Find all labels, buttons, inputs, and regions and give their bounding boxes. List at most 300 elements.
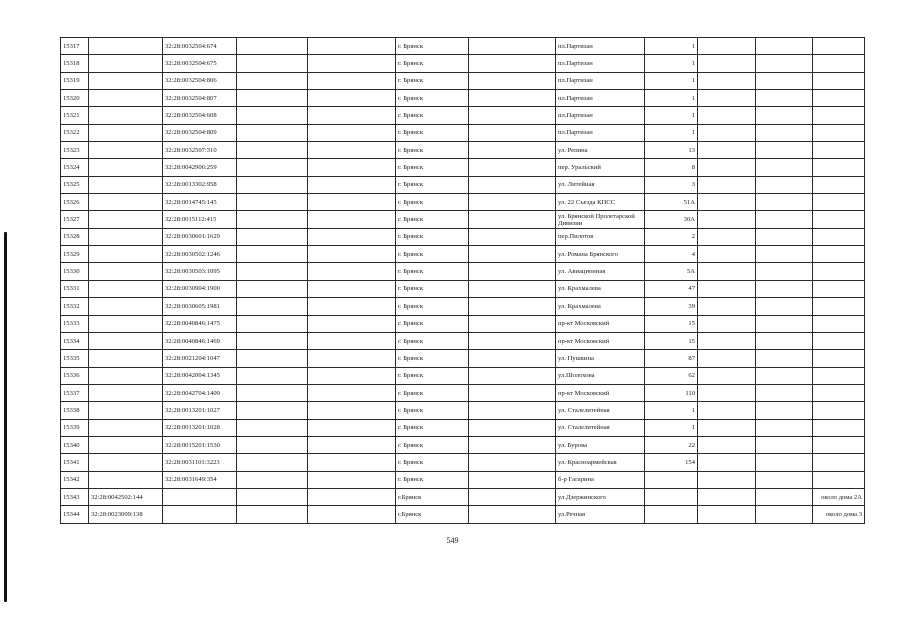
cell-house-number: 3 [645, 176, 698, 193]
cell-house-number: 1 [645, 38, 698, 55]
cell-note [813, 280, 865, 297]
cell-empty [308, 228, 396, 245]
cell-city: г. Брянск [396, 332, 469, 349]
cell-empty [756, 38, 813, 55]
cell-empty [756, 194, 813, 211]
cell-empty [469, 176, 556, 193]
cell-cadastral-number: 32:28:0040846:1475 [163, 315, 237, 332]
cell-city: г. Брянск [396, 38, 469, 55]
cell-empty [237, 38, 308, 55]
cell-old-cadastral-number [89, 55, 163, 72]
cell-record-number: 15343 [61, 488, 89, 505]
cell-empty [308, 124, 396, 141]
cell-cadastral-number: 32:28:0030503:1095 [163, 263, 237, 280]
cell-note [813, 298, 865, 315]
cell-street: пр-кт Московский [556, 384, 645, 401]
cell-record-number: 15341 [61, 454, 89, 471]
scan-binding-edge [4, 232, 7, 602]
cell-empty [308, 488, 396, 505]
cell-empty [237, 159, 308, 176]
cell-house-number: 1 [645, 107, 698, 124]
table-row [61, 332, 865, 349]
cell-old-cadastral-number [89, 332, 163, 349]
cell-empty [308, 332, 396, 349]
cell-note [813, 107, 865, 124]
cell-house-number: 22 [645, 436, 698, 453]
cell-note [813, 38, 865, 55]
cell-empty [469, 419, 556, 436]
cell-street: пл.Партизан [556, 55, 645, 72]
cell-city: г. Брянск [396, 350, 469, 367]
cell-empty [698, 367, 756, 384]
cell-empty [237, 488, 308, 505]
cell-empty [756, 159, 813, 176]
cell-empty [469, 384, 556, 401]
cell-empty [308, 350, 396, 367]
cell-record-number: 15324 [61, 159, 89, 176]
cell-empty [756, 471, 813, 488]
cell-house-number: 8 [645, 159, 698, 176]
table-row [61, 194, 865, 211]
cell-city: г. Брянск [396, 436, 469, 453]
cell-empty [308, 471, 396, 488]
cell-empty [469, 263, 556, 280]
cell-record-number: 15335 [61, 350, 89, 367]
table-row [61, 298, 865, 315]
cell-record-number: 15325 [61, 176, 89, 193]
table-row [61, 38, 865, 55]
cell-empty [698, 402, 756, 419]
cell-note [813, 436, 865, 453]
cell-empty [308, 454, 396, 471]
table-row [61, 176, 865, 193]
cell-empty [308, 246, 396, 263]
table-row [61, 402, 865, 419]
cell-record-number: 15340 [61, 436, 89, 453]
cell-city: г. Брянск [396, 298, 469, 315]
cell-city: г. Брянск [396, 246, 469, 263]
cell-street: ул. Крахмалева [556, 280, 645, 297]
cell-empty [756, 142, 813, 159]
cell-empty [698, 488, 756, 505]
cell-empty [237, 332, 308, 349]
cell-empty [756, 350, 813, 367]
cell-empty [469, 246, 556, 263]
cell-city: г. Брянск [396, 107, 469, 124]
cell-street: ул. Сталелитейная [556, 402, 645, 419]
cell-empty [756, 332, 813, 349]
cell-house-number: 154 [645, 454, 698, 471]
cell-record-number: 15336 [61, 367, 89, 384]
cell-cadastral-number: 32:28:0013201:1028 [163, 419, 237, 436]
cell-empty [756, 384, 813, 401]
cell-city: г.Брянск [396, 506, 469, 523]
cell-empty [308, 506, 396, 523]
cell-cadastral-number: 32:28:0013302:958 [163, 176, 237, 193]
cell-empty [237, 402, 308, 419]
cell-old-cadastral-number [89, 72, 163, 89]
cell-empty [308, 159, 396, 176]
cell-cadastral-number: 32:28:0015112:415 [163, 211, 237, 228]
cell-empty [756, 402, 813, 419]
cell-cadastral-number: 32:28:0015201:1530 [163, 436, 237, 453]
cell-empty [756, 367, 813, 384]
cell-old-cadastral-number [89, 402, 163, 419]
cell-empty [237, 506, 308, 523]
cell-street: ул. Брянской Пролетарской Дивизии [556, 211, 645, 228]
cell-record-number: 15328 [61, 228, 89, 245]
cell-record-number: 15332 [61, 298, 89, 315]
cell-empty [756, 55, 813, 72]
table-row [61, 367, 865, 384]
cell-note [813, 263, 865, 280]
cell-old-cadastral-number [89, 142, 163, 159]
cell-old-cadastral-number [89, 384, 163, 401]
cell-empty [237, 55, 308, 72]
cell-note [813, 315, 865, 332]
cell-city: г. Брянск [396, 90, 469, 107]
cell-empty [308, 280, 396, 297]
cell-old-cadastral-number [89, 419, 163, 436]
table-row [61, 72, 865, 89]
cell-empty [469, 228, 556, 245]
cell-cadastral-number: 32:28:0032504:809 [163, 124, 237, 141]
cell-old-cadastral-number [89, 298, 163, 315]
table-row [61, 280, 865, 297]
cell-old-cadastral-number: 32:28:0042502:144 [89, 488, 163, 505]
cell-street: ул. Романа Брянского [556, 246, 645, 263]
cell-empty [308, 436, 396, 453]
cell-empty [698, 384, 756, 401]
cell-house-number: 1 [645, 72, 698, 89]
cell-old-cadastral-number [89, 211, 163, 228]
cell-house-number: 13 [645, 142, 698, 159]
cell-empty [698, 72, 756, 89]
cell-empty [308, 72, 396, 89]
cell-empty [698, 194, 756, 211]
cell-empty [756, 176, 813, 193]
cell-empty [308, 384, 396, 401]
cell-record-number: 15323 [61, 142, 89, 159]
cell-empty [237, 454, 308, 471]
cell-street: ул. Авиационная [556, 263, 645, 280]
cell-empty [308, 55, 396, 72]
cell-house-number: 4 [645, 246, 698, 263]
cell-empty [237, 367, 308, 384]
cell-empty [469, 124, 556, 141]
cell-street: пер. Уральский [556, 159, 645, 176]
cell-cadastral-number: 32:28:0030601:1629 [163, 228, 237, 245]
cell-note [813, 384, 865, 401]
cell-house-number: 39 [645, 298, 698, 315]
cell-street: пл.Партизан [556, 124, 645, 141]
table-row [61, 107, 865, 124]
cell-city: г. Брянск [396, 55, 469, 72]
cell-empty [469, 280, 556, 297]
cell-empty [698, 506, 756, 523]
cell-empty [698, 332, 756, 349]
cell-old-cadastral-number [89, 246, 163, 263]
cell-cadastral-number: 32:28:0032504:608 [163, 107, 237, 124]
cell-record-number: 15339 [61, 419, 89, 436]
cell-old-cadastral-number [89, 38, 163, 55]
cell-empty [698, 211, 756, 228]
cell-empty [237, 194, 308, 211]
cell-empty [469, 107, 556, 124]
cell-note: около дома 3 [813, 506, 865, 523]
cell-record-number: 15337 [61, 384, 89, 401]
cell-note [813, 124, 865, 141]
cell-empty [469, 332, 556, 349]
cell-street: пл.Партизан [556, 90, 645, 107]
table-row [61, 246, 865, 263]
cell-record-number: 15334 [61, 332, 89, 349]
cell-empty [469, 488, 556, 505]
cell-note [813, 194, 865, 211]
cell-empty [469, 298, 556, 315]
cell-empty [308, 298, 396, 315]
cell-old-cadastral-number [89, 263, 163, 280]
cell-empty [237, 228, 308, 245]
cell-empty [469, 436, 556, 453]
cell-street: ул. Крахмалева [556, 298, 645, 315]
cell-old-cadastral-number [89, 107, 163, 124]
cell-house-number: 2 [645, 228, 698, 245]
cell-empty [698, 228, 756, 245]
cell-empty [469, 194, 556, 211]
cell-old-cadastral-number [89, 228, 163, 245]
cell-house-number: 15 [645, 332, 698, 349]
cell-house-number: 87 [645, 350, 698, 367]
cell-empty [698, 436, 756, 453]
cell-house-number: 1 [645, 55, 698, 72]
cell-old-cadastral-number [89, 367, 163, 384]
cell-street: ул. Пушкина [556, 350, 645, 367]
cell-empty [756, 298, 813, 315]
cell-empty [756, 315, 813, 332]
cell-street: ул. Литейная [556, 176, 645, 193]
cell-city: г. Брянск [396, 280, 469, 297]
cell-old-cadastral-number [89, 436, 163, 453]
cell-city: г. Брянск [396, 263, 469, 280]
cell-note [813, 367, 865, 384]
cell-old-cadastral-number [89, 176, 163, 193]
cell-empty [237, 436, 308, 453]
cell-house-number: 15 [645, 315, 698, 332]
cell-city: г. Брянск [396, 72, 469, 89]
cell-empty [756, 90, 813, 107]
cell-old-cadastral-number [89, 315, 163, 332]
cell-note [813, 454, 865, 471]
cell-cadastral-number: 32:28:0040846:1469 [163, 332, 237, 349]
cell-empty [469, 38, 556, 55]
cell-house-number: 110 [645, 384, 698, 401]
cell-street: ул. 22 Съезда КПСС [556, 194, 645, 211]
cell-cadastral-number: 32:28:0031649:354 [163, 471, 237, 488]
cell-old-cadastral-number [89, 194, 163, 211]
cell-empty [469, 454, 556, 471]
cell-empty [698, 90, 756, 107]
cell-empty [237, 298, 308, 315]
cell-empty [469, 159, 556, 176]
table-row [61, 488, 865, 505]
cell-city: г. Брянск [396, 419, 469, 436]
cell-street: пер.Пилотов [556, 228, 645, 245]
cell-cadastral-number: 32:28:0042704:1409 [163, 384, 237, 401]
cell-city: г. Брянск [396, 142, 469, 159]
table-row [61, 315, 865, 332]
cell-empty [756, 488, 813, 505]
cell-empty [698, 471, 756, 488]
cell-note [813, 246, 865, 263]
cell-record-number: 15338 [61, 402, 89, 419]
cell-empty [469, 211, 556, 228]
cell-record-number: 15317 [61, 38, 89, 55]
cell-old-cadastral-number [89, 350, 163, 367]
cell-empty [308, 38, 396, 55]
cell-house-number: 1 [645, 124, 698, 141]
cell-empty [469, 367, 556, 384]
table-row [61, 471, 865, 488]
cell-note: около дома 2А [813, 488, 865, 505]
cell-empty [308, 107, 396, 124]
table-row [61, 90, 865, 107]
cell-cadastral-number: 32:28:0032504:807 [163, 90, 237, 107]
cell-empty [237, 176, 308, 193]
cell-street: ул. Репина [556, 142, 645, 159]
cell-empty [308, 419, 396, 436]
cell-cadastral-number: 32:28:0014745:145 [163, 194, 237, 211]
cell-street: пр-кт Московский [556, 332, 645, 349]
table-row [61, 228, 865, 245]
cell-empty [308, 211, 396, 228]
cell-city: г. Брянск [396, 228, 469, 245]
cell-city: г. Брянск [396, 211, 469, 228]
cell-cadastral-number [163, 506, 237, 523]
cell-empty [698, 263, 756, 280]
table-row [61, 124, 865, 141]
cell-street: б-р Гагарина [556, 471, 645, 488]
table-row [61, 55, 865, 72]
cell-cadastral-number [163, 488, 237, 505]
cell-record-number: 15333 [61, 315, 89, 332]
cell-old-cadastral-number [89, 159, 163, 176]
cell-empty [308, 176, 396, 193]
cell-cadastral-number: 32:28:0042906:259 [163, 159, 237, 176]
page-number: 549 [446, 536, 459, 545]
cell-record-number: 15329 [61, 246, 89, 263]
cell-empty [308, 90, 396, 107]
cell-empty [756, 124, 813, 141]
cell-empty [308, 367, 396, 384]
cell-empty [469, 55, 556, 72]
cell-house-number [645, 506, 698, 523]
cell-empty [756, 263, 813, 280]
cell-empty [756, 506, 813, 523]
cell-empty [698, 55, 756, 72]
cell-street: ул.Дзержинского [556, 488, 645, 505]
cell-old-cadastral-number [89, 124, 163, 141]
cell-city: г. Брянск [396, 384, 469, 401]
cell-old-cadastral-number [89, 90, 163, 107]
cell-empty [237, 350, 308, 367]
cell-empty [237, 246, 308, 263]
cell-empty [756, 246, 813, 263]
table-row [61, 159, 865, 176]
cell-empty [469, 350, 556, 367]
cell-empty [237, 124, 308, 141]
cell-empty [237, 90, 308, 107]
cell-empty [698, 142, 756, 159]
cell-old-cadastral-number [89, 454, 163, 471]
cell-street: ул.Шолохова [556, 367, 645, 384]
cell-empty [756, 454, 813, 471]
cell-empty [698, 38, 756, 55]
cell-empty [698, 124, 756, 141]
cell-cadastral-number: 32:28:0032504:675 [163, 55, 237, 72]
document-sheet [60, 37, 864, 524]
cell-old-cadastral-number: 32:28:0023009:138 [89, 506, 163, 523]
cell-city: г. Брянск [396, 124, 469, 141]
table-row [61, 384, 865, 401]
cell-house-number: 62 [645, 367, 698, 384]
cell-street: пл.Партизан [556, 72, 645, 89]
cell-record-number: 15326 [61, 194, 89, 211]
cell-empty [237, 142, 308, 159]
cell-record-number: 15344 [61, 506, 89, 523]
cell-street: ул.Речная [556, 506, 645, 523]
cell-cadastral-number: 32:28:0042004:1345 [163, 367, 237, 384]
cell-city: г. Брянск [396, 159, 469, 176]
cell-empty [469, 90, 556, 107]
cell-street: пр-кт Московский [556, 315, 645, 332]
cell-city: г. Брянск [396, 176, 469, 193]
cell-record-number: 15322 [61, 124, 89, 141]
table-row [61, 436, 865, 453]
cell-empty [698, 107, 756, 124]
cell-street: ул. Красноармейская [556, 454, 645, 471]
cell-record-number: 15319 [61, 72, 89, 89]
cell-city: г. Брянск [396, 454, 469, 471]
cell-empty [698, 454, 756, 471]
cell-city: г. Брянск [396, 471, 469, 488]
cell-cadastral-number: 32:28:0032504:806 [163, 72, 237, 89]
table-row [61, 350, 865, 367]
cell-cadastral-number: 32:28:0030904:1900 [163, 280, 237, 297]
cell-note [813, 159, 865, 176]
cell-cadastral-number: 32:28:0021204:1047 [163, 350, 237, 367]
cell-cadastral-number: 32:28:0031101:3223 [163, 454, 237, 471]
cell-empty [469, 402, 556, 419]
cell-cadastral-number: 32:28:0030605:1981 [163, 298, 237, 315]
cell-note [813, 471, 865, 488]
cell-empty [237, 280, 308, 297]
cell-empty [756, 436, 813, 453]
cell-empty [756, 72, 813, 89]
cell-note [813, 142, 865, 159]
cell-note [813, 350, 865, 367]
cell-empty [237, 107, 308, 124]
table-row [61, 419, 865, 436]
cell-empty [237, 211, 308, 228]
cell-empty [698, 350, 756, 367]
cell-note [813, 176, 865, 193]
cell-empty [469, 142, 556, 159]
cell-house-number: 51А [645, 194, 698, 211]
cell-city: г. Брянск [396, 315, 469, 332]
cell-note [813, 211, 865, 228]
cell-empty [237, 384, 308, 401]
